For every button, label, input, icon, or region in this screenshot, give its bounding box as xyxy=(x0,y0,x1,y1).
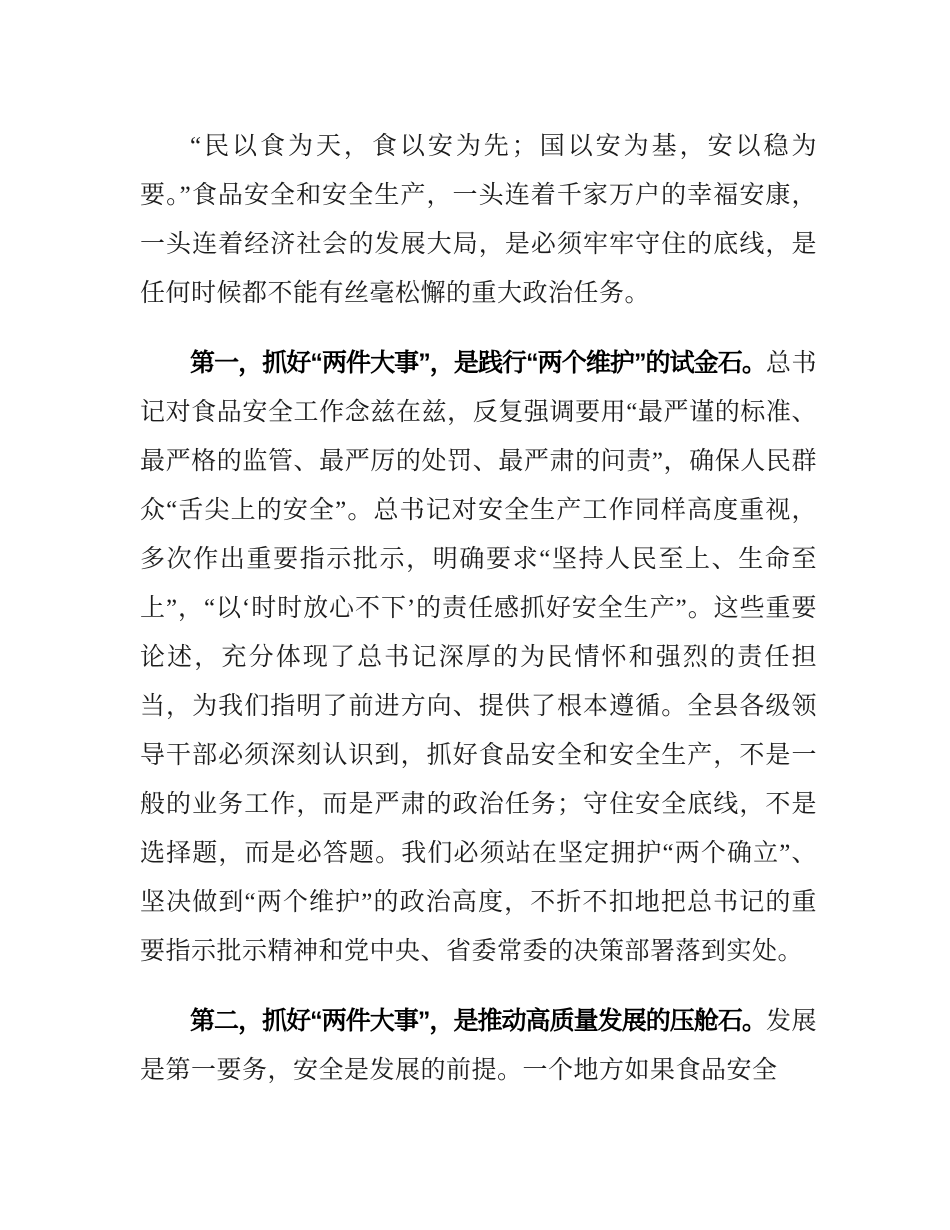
paragraph-text: 发展是第一要务，安全是发展的前提。一个地方如果食品安全 xyxy=(140,1008,817,1084)
paragraph-second-point xyxy=(140,997,817,1095)
paragraph-text: “民以食为天，食以安为先；国以安为基，安以稳为要。”食品安全和安全生产，一头连着千家万户的幸福安康，一头连着经济社会的发展大局，是必须牢牢守住的底线，是任何时候都不能有丝毫松懈的重大政治任务。 xyxy=(140,133,817,307)
paragraph-first-point xyxy=(140,339,817,976)
paragraph-lead: 第一，抓好“两件大事”，是践行“两个维护”的试金石。 xyxy=(190,349,766,377)
document-content xyxy=(140,122,817,1095)
paragraph-text: 总书记对食品安全工作念兹在兹，反复强调要用“最严谨的标准、最严格的监管、最严厉的处罚、最严肃的问责”，确保人民群众“舌尖上的安全”。总书记对安全生产工作同样高度重视，多次作出重要指示批示，明确要求“坚持人民至上、生命至上”，“以‘时时放心不下’的责任感抓好安全生产”。这些重要论述，充分体现了总书记深厚的为民情怀和强烈的责任担当，为我们指明了前进方向、提供了根本遵循。全县各级领导干部必须深刻认识到，抓好食品安全和安全生产，不是一般的业务工作，而是严肃的政治任务；守住安全底线，不是选择题，而是必答题。我们必须站在坚定拥护“两个确立”、坚决做到“两个维护”的政治高度，不折不扣地把总书记的重要指示批示精神和党中央、省委常委的决策部署落到实处。 xyxy=(140,350,817,965)
paragraph-intro xyxy=(140,122,817,318)
paragraph-lead: 第二，抓好“两件大事”，是推动高质量发展的压舱石。 xyxy=(190,1007,766,1035)
